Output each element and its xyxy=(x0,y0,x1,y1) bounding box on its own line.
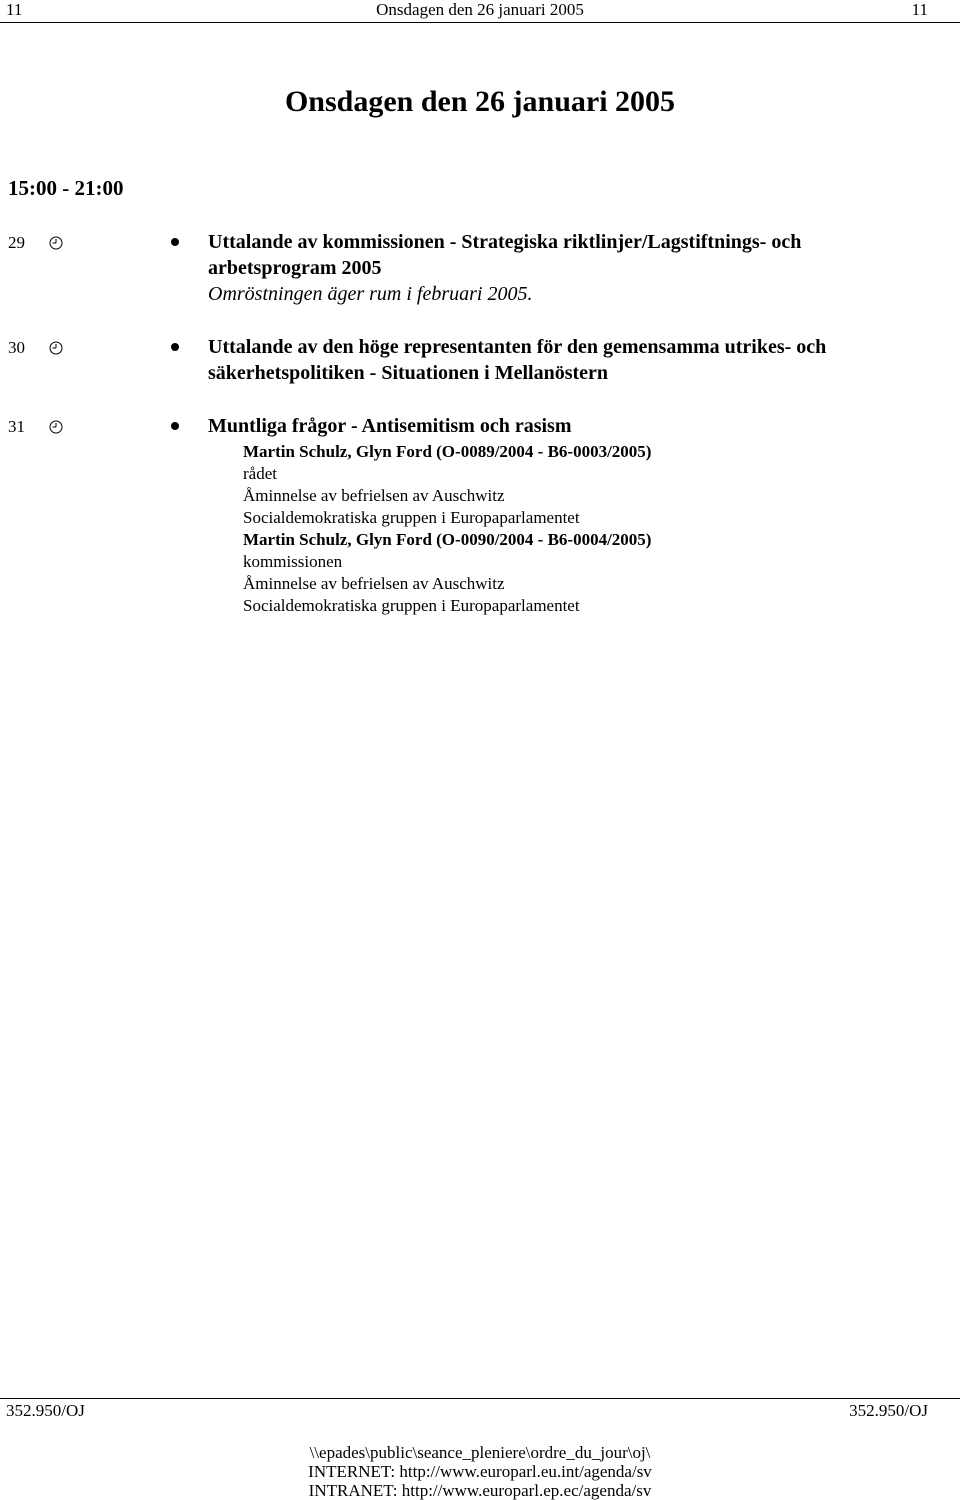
item-number: 31 xyxy=(8,417,25,436)
clock-icon xyxy=(49,341,63,355)
footer-reference-right: 352.950/OJ xyxy=(849,1401,928,1420)
footer-reference-left: 352.950/OJ xyxy=(6,1401,85,1420)
question-addressee: kommissionen xyxy=(243,552,343,571)
question-list xyxy=(243,441,651,617)
bullet-icon xyxy=(171,343,179,351)
item-number: 30 xyxy=(8,338,25,357)
item-title: Uttalande av den höge representanten för den gemensamma utrikes- och säkerhetspolitiken - Situationen i Mellanöstern xyxy=(208,336,827,384)
question-authors: Martin Schulz, Glyn Ford (O-0089/2004 - B6-0003/2005) xyxy=(243,442,652,461)
footer-links xyxy=(0,1443,960,1500)
item-title: Muntliga frågor - Antisemitism och rasism xyxy=(208,415,572,437)
question-group: Socialdemokratiska gruppen i Europaparlamentet xyxy=(243,596,580,615)
question-authors: Martin Schulz, Glyn Ford (O-0090/2004 - B6-0004/2005) xyxy=(243,530,652,549)
question-subject: Åminnelse av befrielsen av Auschwitz xyxy=(243,486,505,505)
clock-icon xyxy=(49,420,63,434)
footer-intranet-link[interactable]: INTRANET: http://www.europarl.ep.ec/agenda/sv xyxy=(308,1481,652,1500)
item-number: 29 xyxy=(8,233,25,252)
question-group: Socialdemokratiska gruppen i Europaparlamentet xyxy=(243,508,580,527)
footer-divider xyxy=(0,1398,960,1399)
item-title: Uttalande av kommissionen - Strategiska riktlinjer/Lagstiftnings- och arbetsprogram 2005 xyxy=(208,231,802,279)
bullet-icon xyxy=(171,238,179,246)
header-divider xyxy=(0,22,960,23)
header-page-number-right: 11 xyxy=(911,0,928,19)
page-title: Onsdagen den 26 januari 2005 xyxy=(284,85,676,118)
footer-path: \\epades\public\seance_pleniere\ordre_du_jour\oj\ xyxy=(309,1443,651,1462)
question-subject: Åminnelse av befrielsen av Auschwitz xyxy=(243,574,505,593)
item-note: Omröstningen äger rum i februari 2005. xyxy=(208,283,533,305)
question-addressee: rådet xyxy=(243,464,277,483)
footer-internet-link[interactable]: INTERNET: http://www.europarl.eu.int/agenda/sv xyxy=(308,1462,652,1481)
bullet-icon xyxy=(171,422,179,430)
header-page-number-left: 11 xyxy=(6,0,23,19)
time-range: 15:00 - 21:00 xyxy=(8,176,124,200)
clock-icon xyxy=(49,236,63,250)
header-title: Onsdagen den 26 januari 2005 xyxy=(376,0,584,19)
